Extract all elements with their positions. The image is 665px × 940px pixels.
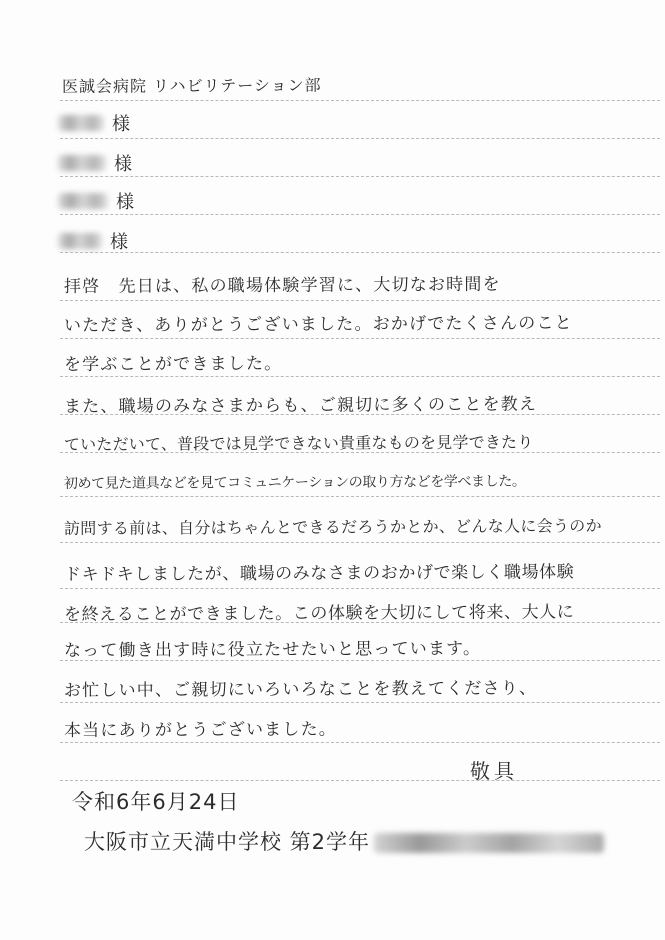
ruled-line [60, 100, 660, 101]
redacted-name [58, 233, 102, 249]
letter-body-line: なって働き出す時に役立たせたいと思っています。 [63, 638, 482, 661]
honorific: 様 [110, 232, 128, 253]
letter-body-line: お忙しい中、ご親切にいろいろなことを教えてくださり、 [63, 678, 538, 701]
letter-body-line: ドキドキしましたが、職場のみなさまのおかげで楽しく職場体験 [63, 562, 575, 585]
honorific: 様 [114, 154, 132, 175]
ruled-line [60, 542, 660, 543]
recipient-row [58, 228, 128, 254]
recipient-row [58, 150, 132, 176]
ruled-line [60, 588, 660, 589]
letter-body-line: また、職場のみなさまからも、ご親切に多くのことを教え [63, 394, 538, 417]
letter-body-line: 初めて見た道具などを見てコミュニケーションの取り方などを学べました。 [63, 473, 526, 492]
letter-body-line: ていただいて、普段では見学できない貴重なものを見学できたり [63, 432, 534, 454]
ruled-line [60, 300, 660, 301]
ruled-line [60, 338, 660, 339]
ruled-line [60, 702, 660, 703]
recipient-row [58, 110, 130, 136]
letter-body-line: を終えることができました。この体験を大切にして将来、大人に [63, 602, 575, 625]
letter-body-line: を学ぶことができました。 [63, 353, 283, 375]
sender-line [84, 826, 604, 856]
ruled-line [60, 214, 660, 215]
ruled-line [60, 176, 660, 177]
letter-closing: 敬具 [470, 759, 518, 783]
honorific: 様 [116, 192, 134, 213]
letter-date: 令和6年6月24日 [72, 790, 240, 814]
ruled-line [60, 376, 660, 377]
letter-header: 医誠会病院 リハビリテーション部 [61, 75, 322, 97]
honorific: 様 [112, 114, 130, 135]
letter-body-line: 訪問する前は、自分はちゃんとできるだろうかとか、どんな人に会うのか [63, 516, 602, 538]
ruled-line [60, 138, 660, 139]
ruled-line [60, 780, 660, 781]
letter-body-line: 拝啓 先日は、私の職場体験学習に、大切なお時間を [63, 274, 501, 297]
ruled-line [60, 742, 660, 743]
ruled-line [60, 496, 660, 497]
recipient-row [58, 188, 134, 214]
redacted-sender-name [374, 833, 604, 853]
ruled-line [60, 252, 660, 253]
redacted-name [58, 193, 108, 209]
sender-school: 大阪市立天満中学校 第2学年 [84, 830, 371, 854]
redacted-name [58, 115, 104, 131]
letter-body-line: 本当にありがとうございました。 [63, 719, 337, 741]
redacted-name [58, 155, 106, 171]
letter-body-line: いただき、ありがとうございました。おかげでたくさんのこと [63, 313, 573, 336]
